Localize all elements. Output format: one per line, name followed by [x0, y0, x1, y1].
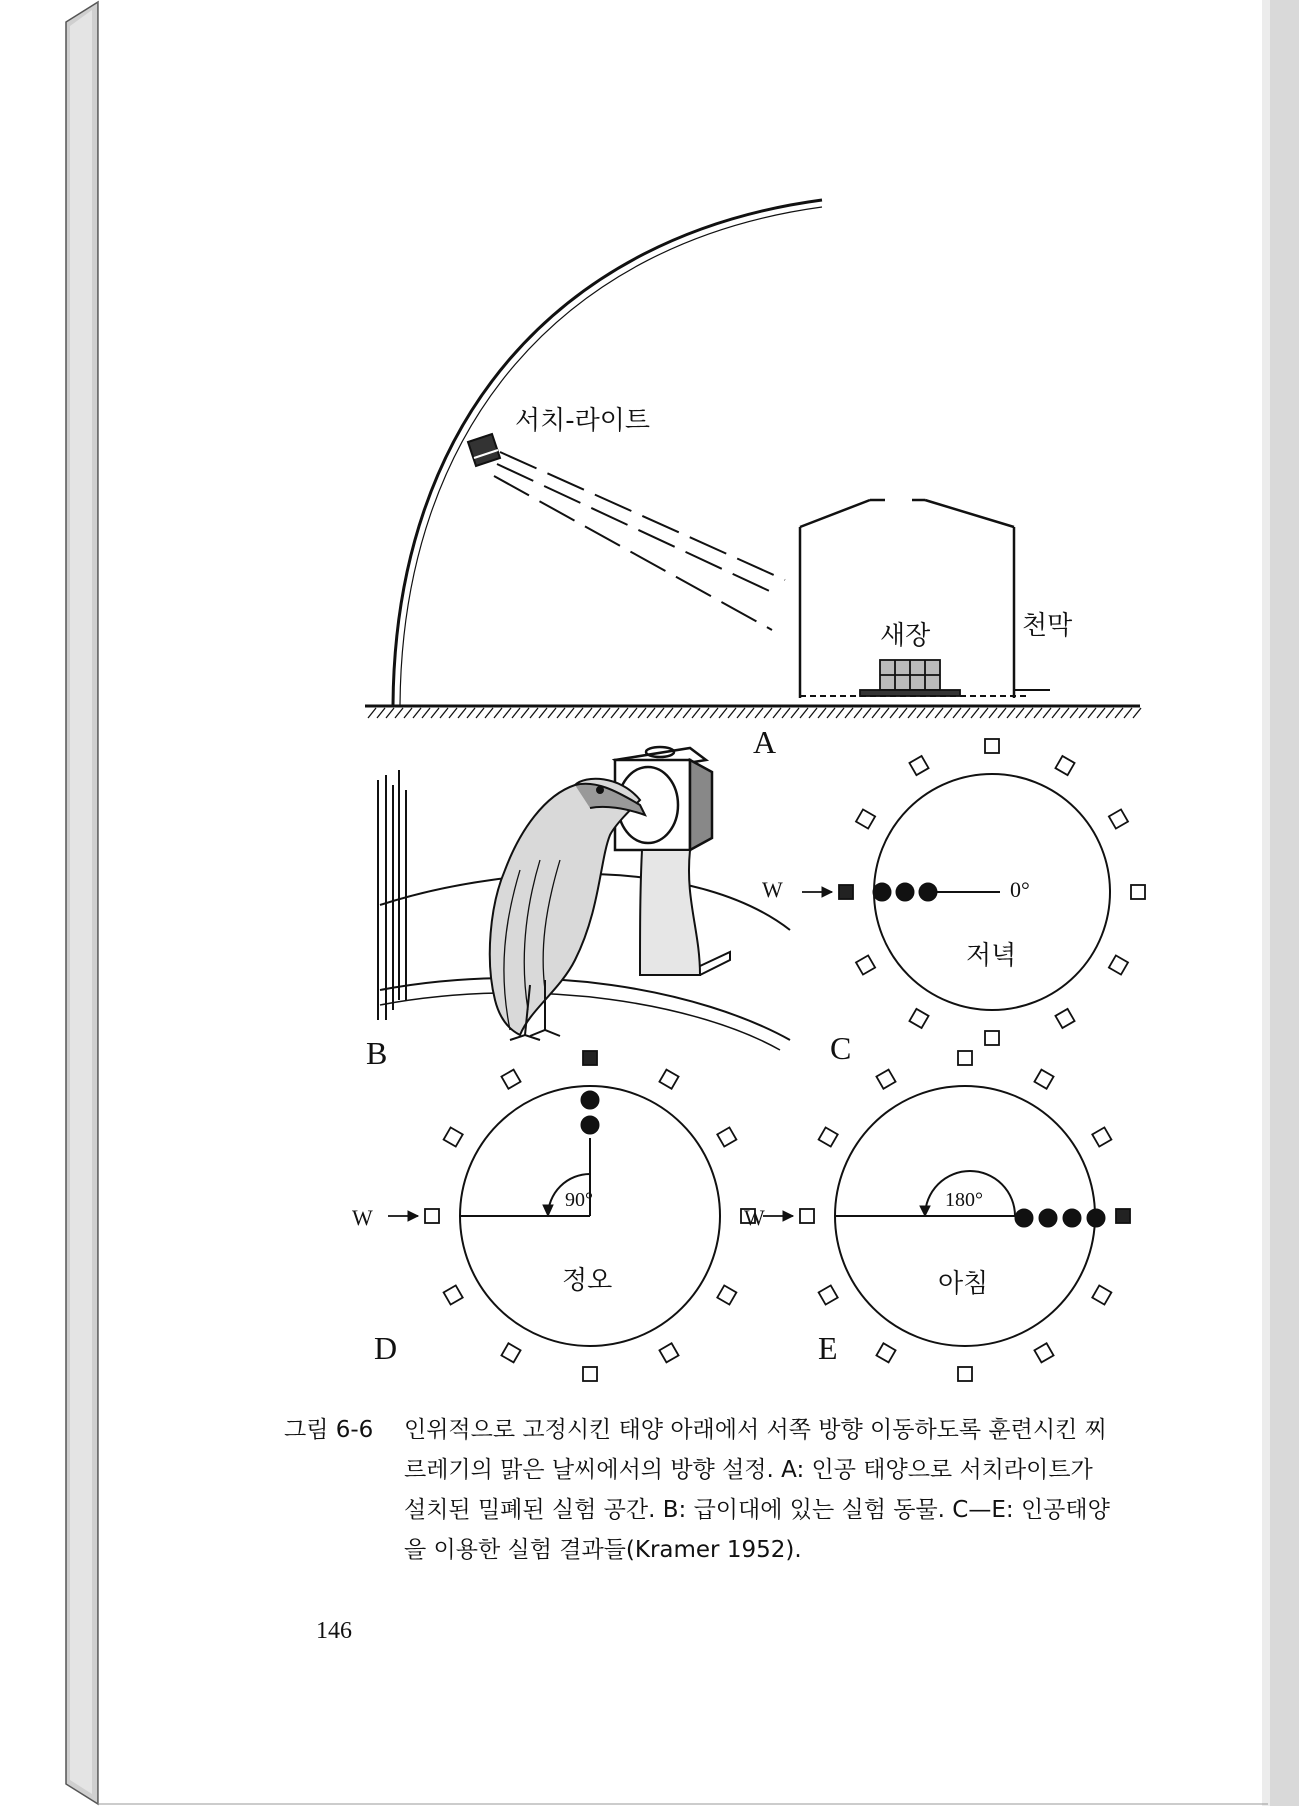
- orientation-dot: [1063, 1209, 1081, 1227]
- orientation-dot: [581, 1091, 599, 1109]
- perch-marker: [1131, 885, 1145, 899]
- panel-c-angle: 0°: [1010, 877, 1030, 902]
- orientation-dot: [919, 883, 937, 901]
- panel-d-direction: W: [352, 1205, 373, 1230]
- caption-line: 르레기의 맑은 날씨에서의 방향 설정. A: 인공 태양으로 서치라이트가: [404, 1457, 1093, 1483]
- perch-marker: [425, 1209, 439, 1223]
- orientation-dot: [1015, 1209, 1033, 1227]
- orientation-dot: [1087, 1209, 1105, 1227]
- figure-number: 그림 6-6: [284, 1417, 374, 1443]
- panel-e-time: 아침: [938, 1269, 989, 1299]
- perch-marker: [800, 1209, 814, 1223]
- panel-c-time: 저녁: [966, 941, 1017, 971]
- panel-c-direction: W: [762, 877, 783, 902]
- fixed-sun-marker: [583, 1051, 597, 1065]
- right-edge-shadow-inner: [1262, 0, 1270, 1806]
- right-edge-shadow: [1268, 0, 1299, 1806]
- perch-marker: [583, 1367, 597, 1381]
- panel-letter-b: B: [366, 1035, 388, 1071]
- panel-d-time: 정오: [562, 1266, 613, 1296]
- orientation-dot: [896, 883, 914, 901]
- caption-line: 설치된 밀폐된 실험 공간. B: 급이대에 있는 실험 동물. C—E: 인공태양: [404, 1497, 1110, 1523]
- orientation-dot: [1039, 1209, 1057, 1227]
- book-spine-highlight: [70, 10, 92, 1794]
- caption-line: 인위적으로 고정시킨 태양 아래에서 서쪽 방향 이동하도록 훈련시킨 찌: [404, 1417, 1107, 1443]
- panel-letter-e: E: [818, 1330, 838, 1366]
- panel-e-direction: W: [744, 1205, 765, 1230]
- orientation-dot: [581, 1116, 599, 1134]
- perch-marker: [985, 739, 999, 753]
- searchlight-label: 서치-라이트: [515, 406, 650, 436]
- panel-letter-d: D: [374, 1330, 398, 1366]
- caption-line: 을 이용한 실험 결과들(Kramer 1952).: [404, 1537, 802, 1563]
- fixed-sun-marker: [1116, 1209, 1130, 1223]
- perch-marker: [958, 1051, 972, 1065]
- curtain-label: 천막: [1022, 611, 1073, 641]
- perch-marker: [958, 1367, 972, 1381]
- page-number: 146: [316, 1618, 352, 1644]
- orientation-dot: [873, 883, 891, 901]
- panel-d-angle: 90°: [565, 1189, 593, 1211]
- panel-e-angle: 180°: [945, 1189, 983, 1211]
- perch-marker: [985, 1031, 999, 1045]
- panel-letter-c: C: [830, 1030, 852, 1066]
- cage-label: 새장: [880, 621, 931, 651]
- fixed-sun-marker: [839, 885, 853, 899]
- panel-letter-a: A: [753, 724, 777, 760]
